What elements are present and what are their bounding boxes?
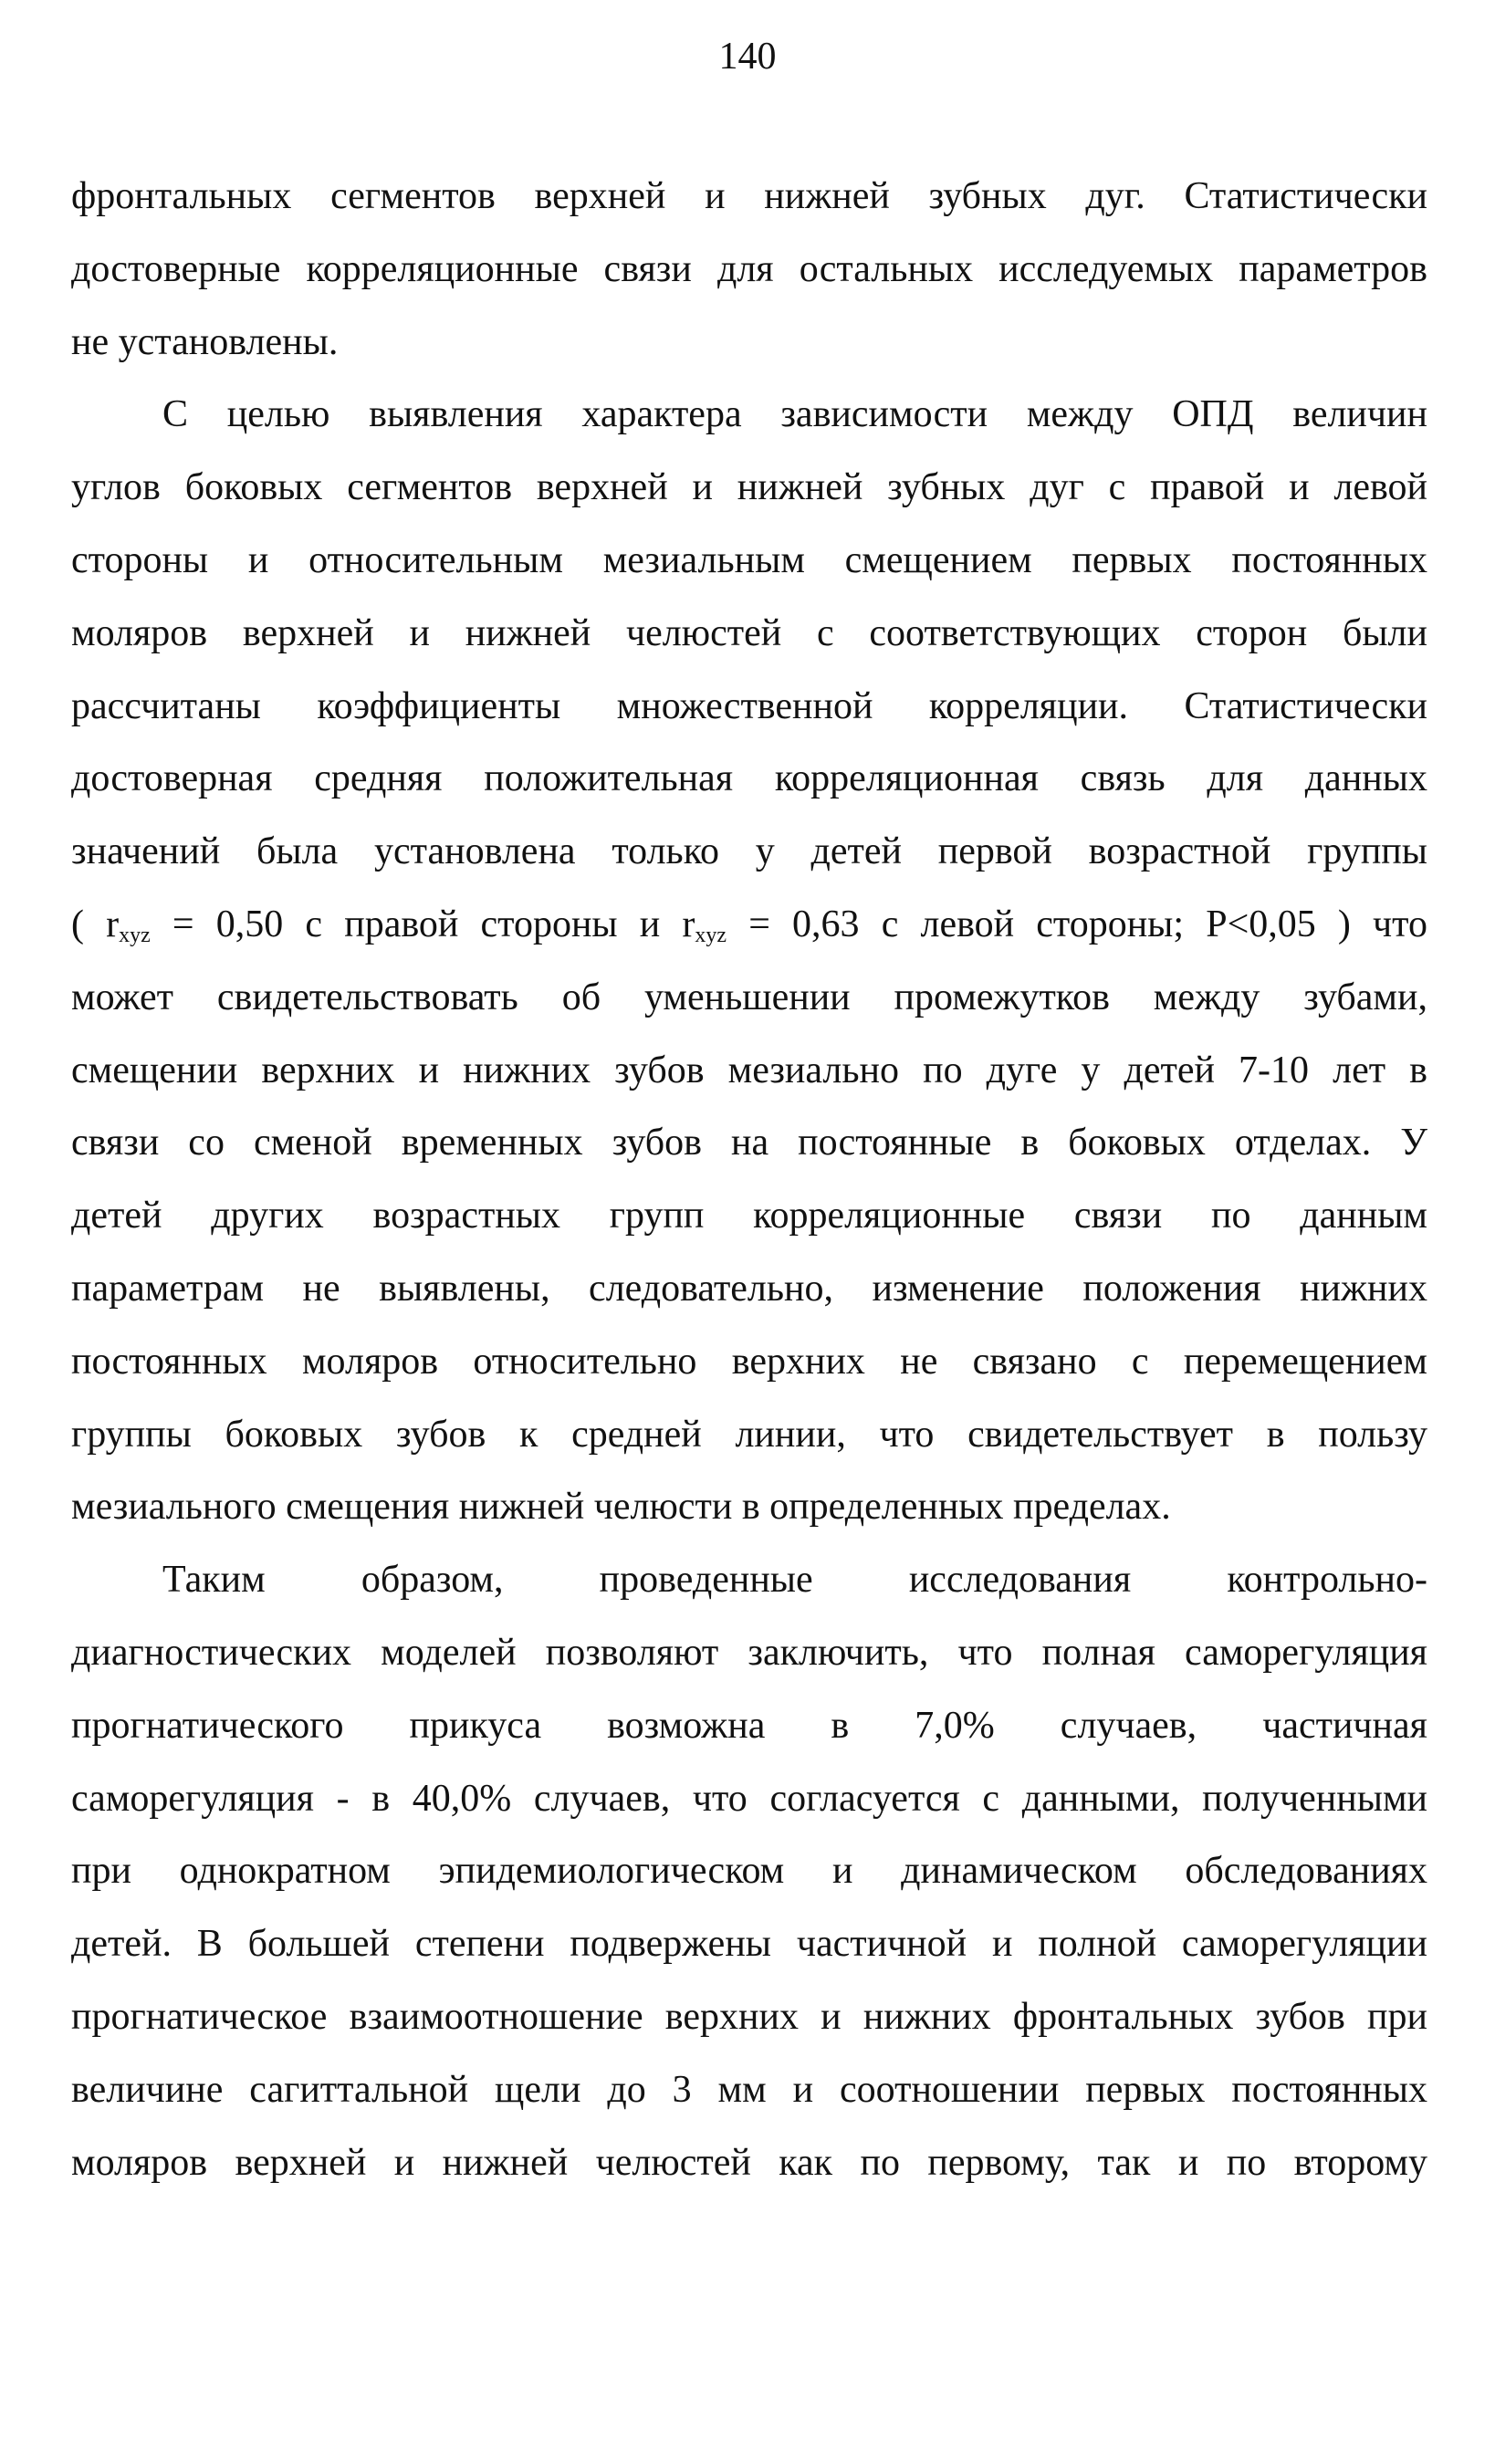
text-line: группы боковых зубов к средней линии, что свидетельствует в пользу	[71, 1413, 1427, 1456]
formula-part: = 0,50 с правой стороны и r	[150, 903, 695, 945]
text-line: связи со сменой временных зубов на постоянные в боковых отделах. У	[71, 1122, 1427, 1164]
text-line: постоянных моляров относительно верхних не связано с перемещением	[71, 1340, 1427, 1383]
text-line: моляров верхней и нижней челюстей как по первому, так и по второму	[71, 2141, 1427, 2184]
text-line: саморегуляция - в 40,0% случаев, что согласуется с данными, полученными	[71, 1777, 1427, 1820]
text-line: детей других возрастных групп корреляционные связи по данным	[71, 1195, 1427, 1237]
text-line: может свидетельствовать об уменьшении промежутков между зубами,	[71, 976, 1427, 1018]
text-line: смещении верхних и нижних зубов мезиально по дуге у детей 7-10 лет в	[71, 1049, 1427, 1091]
paragraph-1	[71, 161, 1427, 379]
text-line: достоверные корреляционные связи для остальных исследуемых параметров	[71, 247, 1427, 290]
body-text	[71, 161, 1427, 2199]
text-line: моляров верхней и нижней челюстей с соответствующих сторон были	[71, 611, 1427, 654]
text-line: прогнатическое взаимоотношение верхних и нижних фронтальных зубов при	[71, 1995, 1427, 2038]
text-line: детей. В большей степени подвержены частичной и полной саморегуляции	[71, 1923, 1427, 1966]
text-line: значений была установлена только у детей первой возрастной группы	[71, 830, 1427, 873]
text-line: величине сагиттальной щели до 3 мм и соотношении первых постоянных	[71, 2068, 1427, 2111]
text-line: фронтальных сегментов верхней и нижней зубных дуг. Статистически	[71, 175, 1427, 217]
text-line: Таким образом, проведенные исследования контрольно-	[162, 1559, 1427, 1602]
text-line: достоверная средняя положительная корреляционная связь для данных	[71, 757, 1427, 800]
paragraph-3	[71, 1544, 1427, 2199]
paragraph-2	[71, 379, 1427, 1544]
text-line: рассчитаны коэффициенты множественной корреляции. Статистически	[71, 684, 1427, 727]
text-line: параметрам не выявлены, следовательно, изменение положения нижних	[71, 1267, 1427, 1310]
formula-part: ( r	[71, 903, 120, 945]
text-line: при однократном эпидемиологическом и динамическом обследованиях	[71, 1850, 1427, 1893]
formula-line	[71, 889, 1427, 962]
text-line: С целью выявления характера зависимости между ОПД величин	[162, 393, 1427, 436]
page-number: 140	[718, 36, 777, 78]
formula-part: = 0,63 с левой стороны; P<0,05 ) что	[727, 903, 1427, 945]
text-line: стороны и относительным мезиальным смещением первых постоянных	[71, 538, 1427, 581]
text-line: прогнатического прикуса возможна в 7,0% случаев, частичная	[71, 1704, 1427, 1747]
formula-subscript: xyz	[119, 923, 151, 947]
text-line: мезиального смещения нижней челюсти в определенных пределах.	[71, 1486, 1171, 1529]
text-line: не установлены.	[71, 320, 339, 363]
formula-subscript: xyz	[695, 923, 727, 947]
text-line: диагностических моделей позволяют заключить, что полная саморегуляция	[71, 1631, 1427, 1674]
text-line: углов боковых сегментов верхней и нижней зубных дуг с правой и левой	[71, 466, 1427, 509]
